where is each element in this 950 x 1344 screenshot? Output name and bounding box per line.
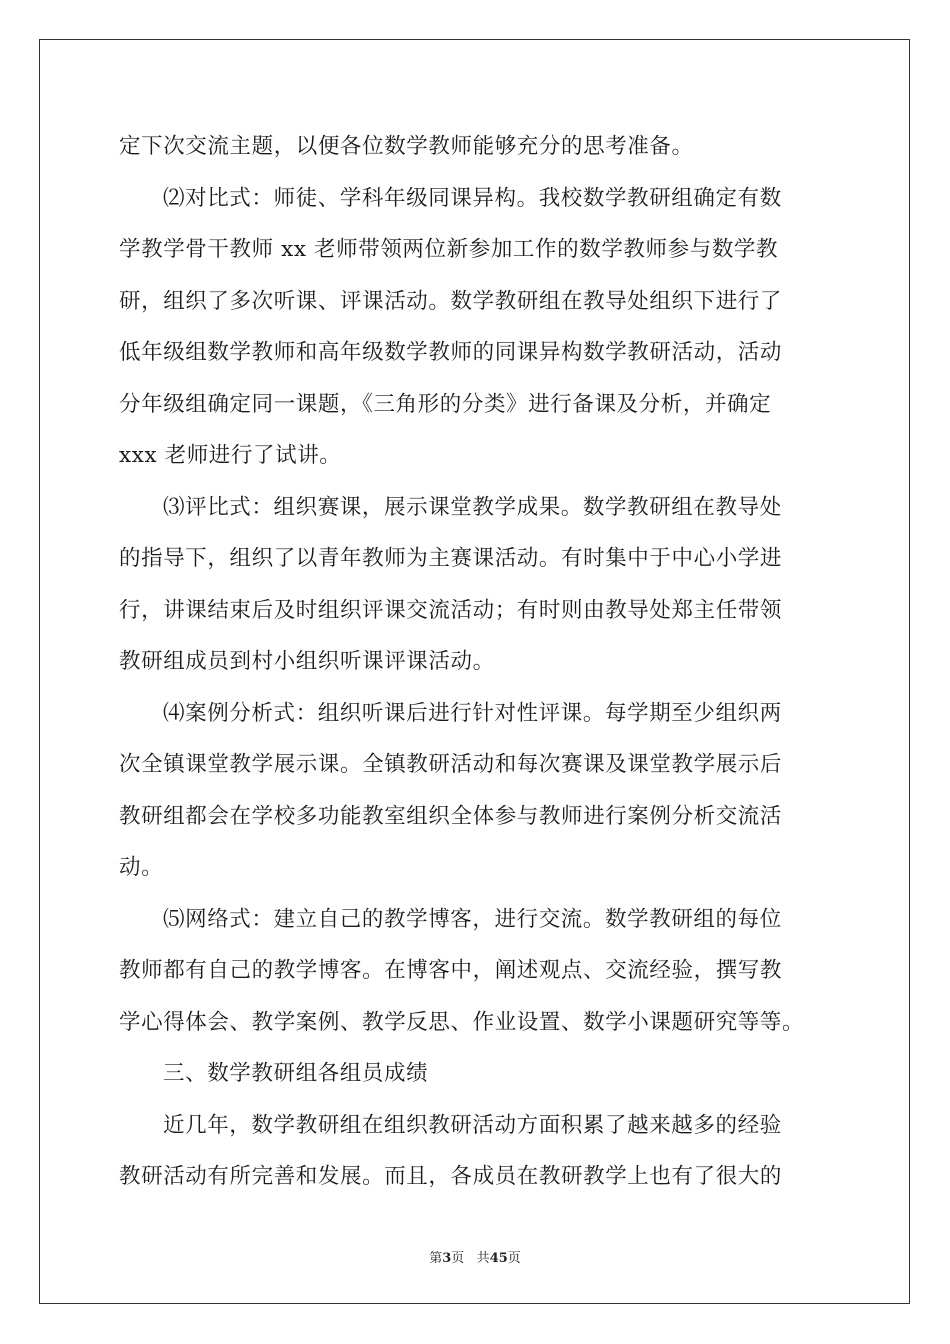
text-line: 研，组织了多次听课、评课活动。数学教研组在教导处组织下进行了 (119, 288, 783, 314)
text-line: ⑷案例分析式：组织听课后进行针对性评课。每学期至少组织两 (163, 700, 782, 726)
text-line: 行，讲课结束后及时组织评课交流活动；有时则由教导处郑主任带领 (119, 597, 783, 623)
document-body (119, 126, 839, 1208)
text-line: 的指导下，组织了以青年教师为主赛课活动。有时集中于中心小学进 (119, 546, 783, 571)
text-line: xxx 老师进行了试讲。 (119, 443, 342, 468)
text-line: 教研活动有所完善和发展。而且，各成员在教研教学上也有了很大的 (119, 1164, 783, 1189)
footer-total-unit: 页 (507, 1251, 521, 1266)
text-line: ⑶评比式：组织赛课，展示课堂教学成果。数学教研组在教导处 (163, 494, 782, 520)
text-line: 动。 (119, 855, 164, 880)
footer-prefix: 第 (429, 1251, 443, 1266)
text-line: 次全镇课堂教学展示课。全镇教研活动和每次赛课及课堂教学展示后 (119, 752, 783, 777)
section-heading: 三、数学教研组各组员成绩 (163, 1061, 429, 1086)
text-line: 定下次交流主题，以便各位数学教师能够充分的思考准备。 (119, 134, 694, 159)
text-line: 教研组都会在学校多功能教室组织全体参与教师进行案例分析交流活 (119, 803, 783, 829)
text-line: 学教学骨干教师 xx 老师带领两位新参加工作的数学教师参与数学教 (119, 237, 779, 262)
page-footer (0, 1247, 950, 1266)
text-line: 学心得体会、教学案例、教学反思、作业设置、数学小课题研究等等。 (119, 1009, 805, 1035)
text-line: 低年级组数学教师和高年级数学教师的同课异构数学教研活动，活动 (119, 340, 783, 365)
text-line: 教师都有自己的教学博客。在博客中，阐述观点、交流经验，撰写教 (119, 958, 783, 983)
total-page-count: 45 (489, 1251, 508, 1266)
text-line: 教研组成员到村小组织听课评课活动。 (119, 649, 495, 674)
footer-page-unit: 页 (451, 1251, 465, 1266)
text-line: ⑸网络式：建立自己的教学博客，进行交流。数学教研组的每位 (163, 906, 782, 932)
footer-total-prefix: 共 (476, 1251, 490, 1266)
text-line: ⑵对比式：师徒、学科年级同课异构。我校数学教研组确定有数 (163, 185, 782, 211)
current-page-number: 3 (442, 1251, 452, 1266)
text-line: 近几年，数学教研组在组织教研活动方面积累了越来越多的经验 (163, 1112, 782, 1138)
text-line: 分年级组确定同一课题，《三角形的分类》进行备课及分析，并确定 (119, 391, 772, 417)
